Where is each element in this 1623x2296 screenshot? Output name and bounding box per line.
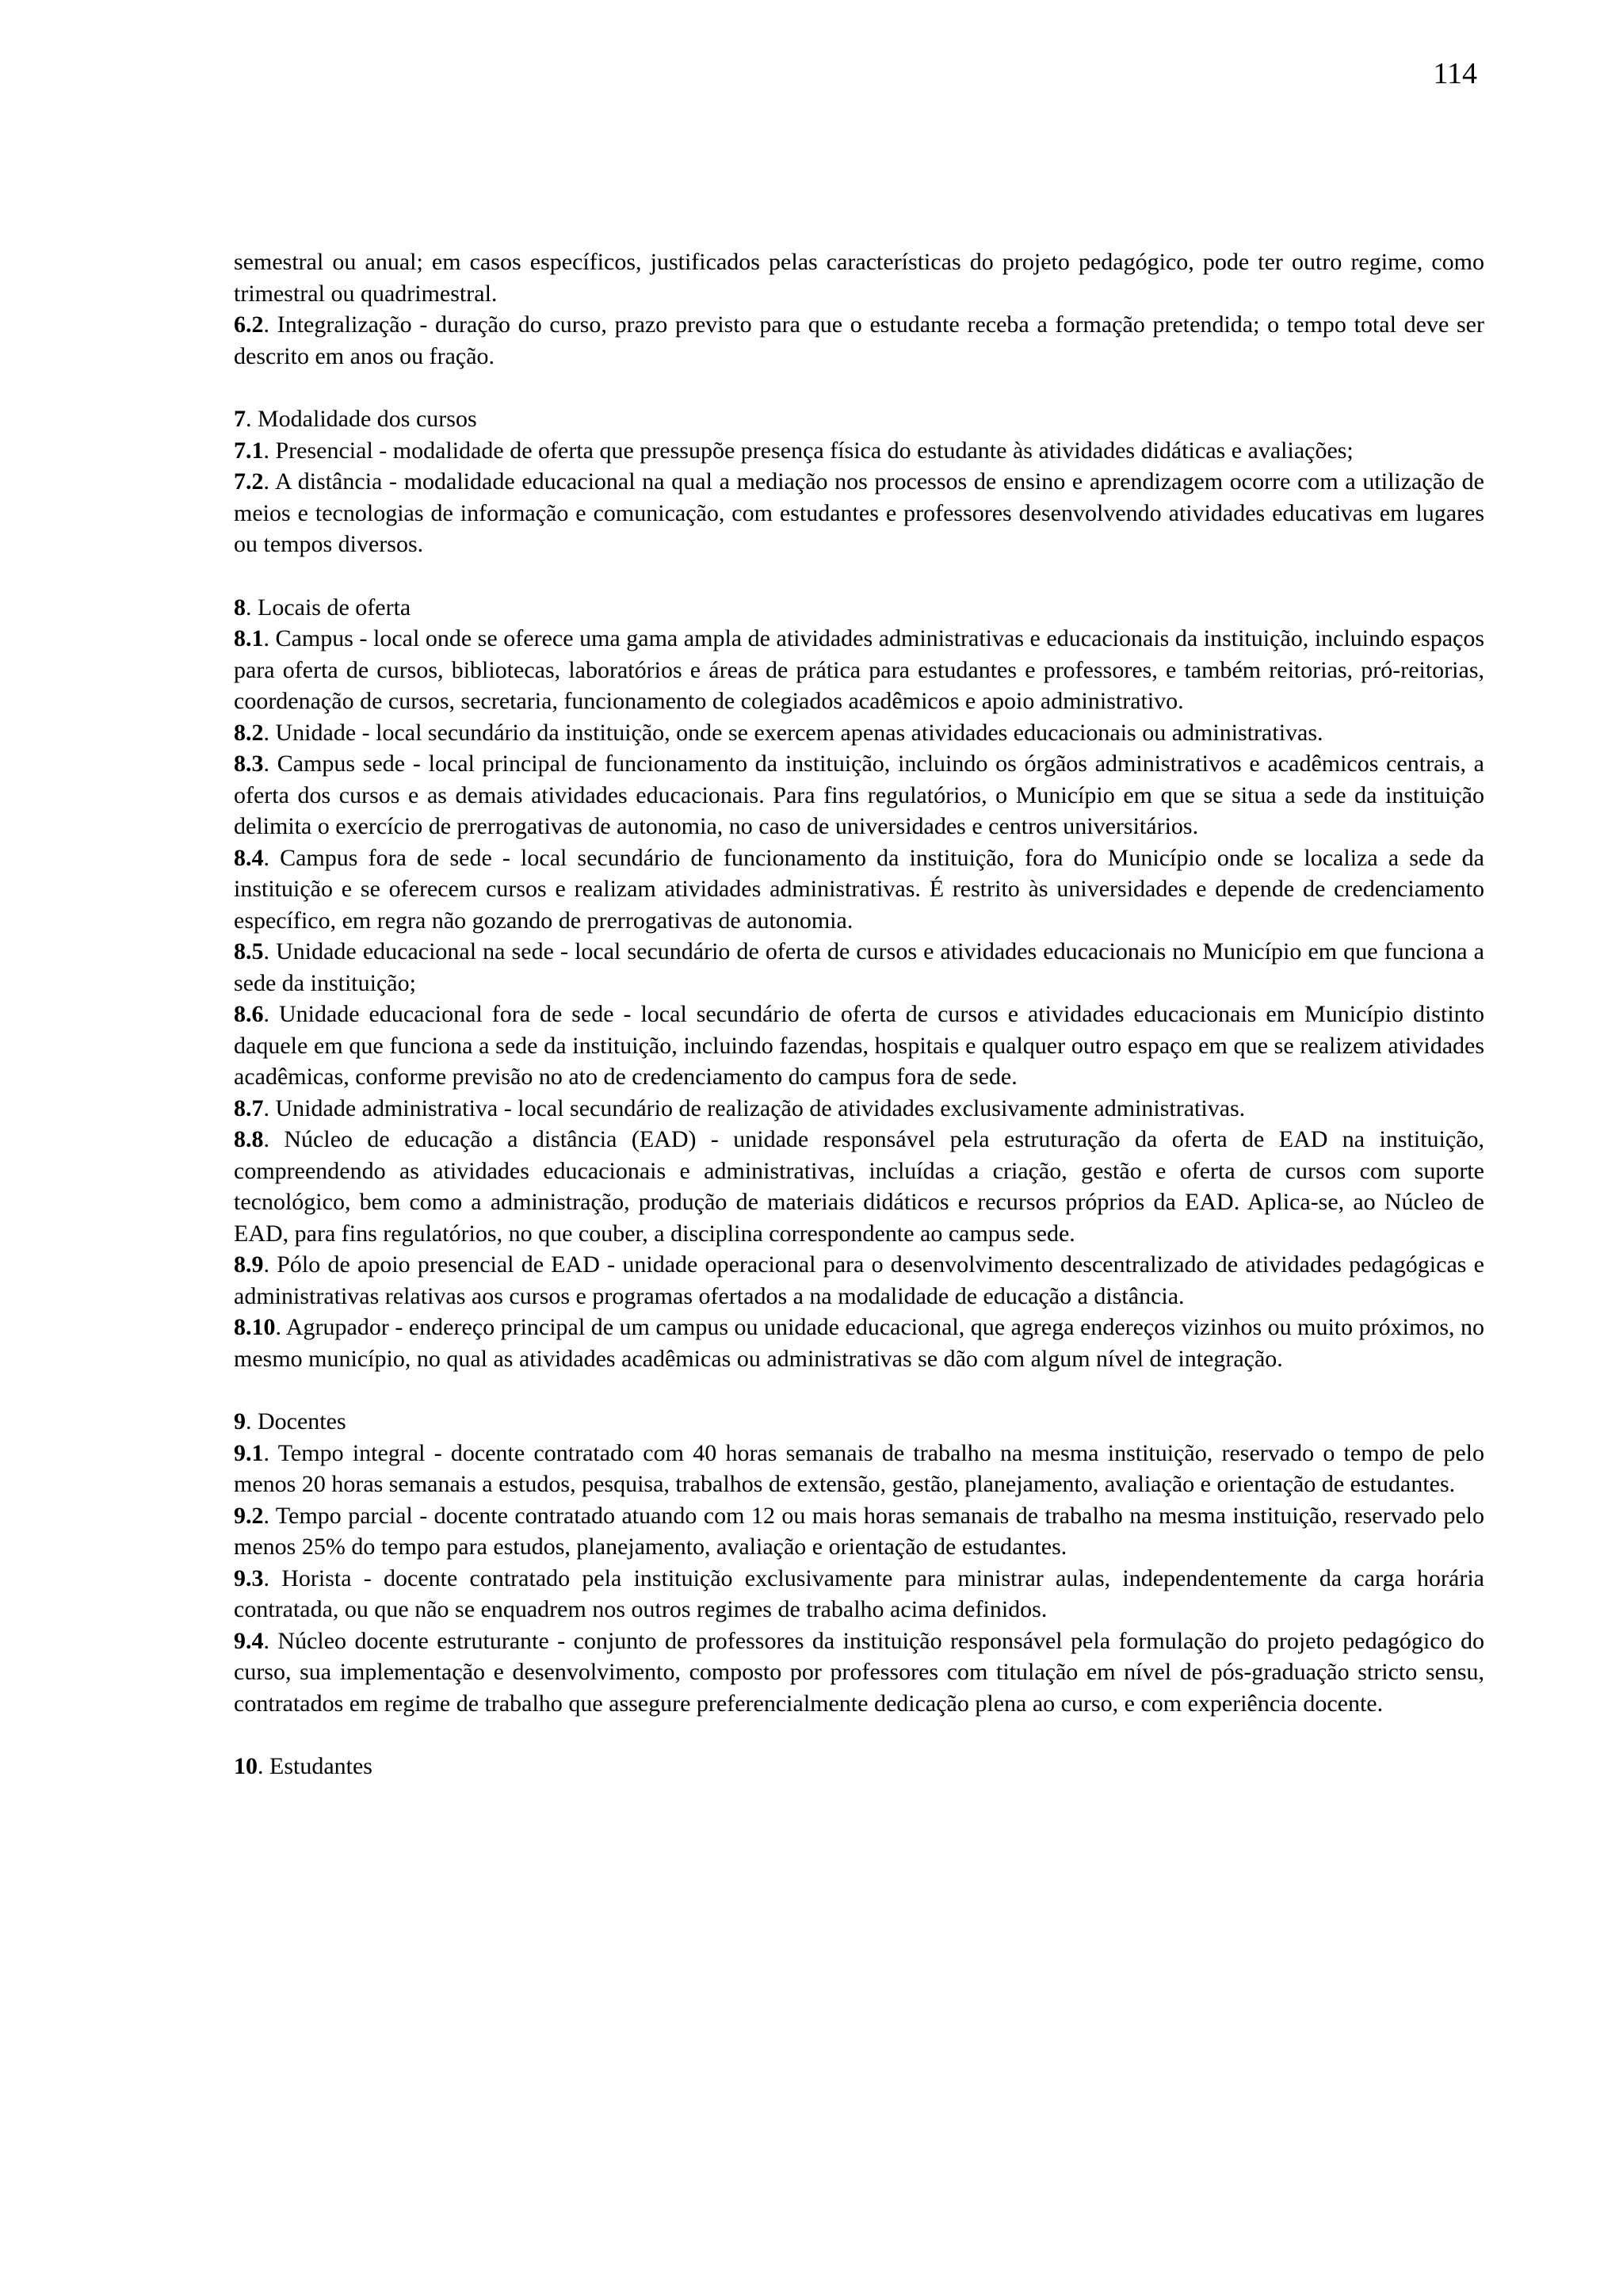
item-text: . Tempo parcial - docente contratado atuando com 12 ou mais horas semanais de trabalho na mesma instituição, reservado pelo menos 25% do tempo para estudos, planejamento, avaliação e orientação de estudantes. — [234, 1502, 1484, 1560]
paragraph — [234, 466, 1484, 560]
item-number: 9 — [234, 1408, 246, 1435]
paragraph — [234, 717, 1484, 749]
item-number: 8.1 — [234, 625, 264, 651]
paragraph — [234, 1500, 1484, 1563]
item-number: 8.7 — [234, 1095, 264, 1121]
item-text: . Estudantes — [258, 1753, 372, 1779]
section-heading — [234, 592, 1484, 624]
paragraph — [234, 842, 1484, 937]
item-number: 7.2 — [234, 468, 264, 495]
item-text: . Unidade administrativa - local secundário de realização de atividades exclusivamente administrativas. — [263, 1095, 1246, 1121]
paragraph — [234, 1563, 1484, 1626]
item-text: semestral ou anual; em casos específicos, justificados pelas características do projeto pedagógico, pode ter outro regime, como trimestral ou quadrimestral. — [234, 249, 1484, 307]
section-heading — [234, 1751, 1484, 1782]
paragraph — [234, 1626, 1484, 1720]
item-number: 10 — [234, 1753, 258, 1779]
item-number: 6.2 — [234, 311, 264, 338]
item-number: 8.9 — [234, 1251, 264, 1278]
item-text: . Locais de oferta — [246, 594, 411, 621]
paragraph — [234, 1093, 1484, 1125]
paragraph-gap — [234, 1374, 1484, 1406]
section-heading — [234, 1406, 1484, 1438]
item-number: 8.3 — [234, 751, 264, 777]
item-number: 9.1 — [234, 1439, 264, 1466]
paragraph — [234, 435, 1484, 467]
paragraph — [234, 246, 1484, 309]
item-text: . Modalidade dos cursos — [246, 406, 477, 432]
item-text: . Presencial - modalidade de oferta que pressupõe presença física do estudante às atividades didáticas e avaliações; — [263, 437, 1354, 464]
paragraph — [234, 309, 1484, 372]
item-text: . Campus sede - local principal de funcionamento da instituição, incluindo os órgãos administrativos e acadêmicos centrais, a oferta dos cursos e as demais atividades educacionais. Para fins regulatórios, o Município em que se situa a sede da instituição delimita o exercício de prerrogativas de autonomia, no caso de universidades e centros universitários. — [234, 751, 1484, 839]
paragraph-gap — [234, 372, 1484, 403]
paragraph — [234, 748, 1484, 842]
item-number: 8.2 — [234, 719, 264, 746]
paragraph — [234, 999, 1484, 1093]
item-text: . Campus fora de sede - local secundário de funcionamento da instituição, fora do Município onde se localiza a sede da instituição e se oferecem cursos e realizam atividades administrativas. É restrito às universidades e depende de credenciamento específico, em regra não gozando de prerrogativas de autonomia. — [234, 844, 1484, 934]
item-number: 7.1 — [234, 437, 264, 464]
section-heading — [234, 403, 1484, 435]
item-text: . Agrupador - endereço principal de um campus ou unidade educacional, que agrega endereços vizinhos ou muito próximos, no mesmo município, no qual as atividades acadêmicas ou administrativas se dão com algum nível de integração. — [234, 1314, 1484, 1372]
paragraph-gap — [234, 1719, 1484, 1751]
item-text: . Horista - docente contratado pela instituição exclusivamente para ministrar aulas, independentemente da carga horária contratada, ou que não se enquadrem nos outros regimes de trabalho acima definidos. — [234, 1564, 1484, 1622]
item-text: . Unidade educacional fora de sede - local secundário de oferta de cursos e atividades educacionais em Município distinto daquele em que funciona a sede da instituição, incluindo fazendas, hospitais e qualquer outro espaço em que se realizem atividades acadêmicas, conforme previsão no ato de credenciamento do campus fora de sede. — [234, 1001, 1484, 1090]
item-text: . Núcleo de educação a distância (EAD) - unidade responsável pela estruturação da oferta de EAD na instituição, compreendendo as atividades educacionais e administrativas, incluídas a criação, gestão e oferta de cursos com suporte tecnológico, bem como a administração, produção de materiais didáticos e recursos próprios da EAD. Aplica-se, ao Núcleo de EAD, para fins regulatórios, no que couber, a disciplina correspondente ao campus sede. — [234, 1126, 1484, 1247]
paragraph-gap — [234, 560, 1484, 592]
item-text: . Integralização - duração do curso, prazo previsto para que o estudante receba a formação pretendida; o tempo total deve ser descrito em anos ou fração. — [234, 311, 1484, 369]
paragraph — [234, 1249, 1484, 1312]
paragraph — [234, 1312, 1484, 1374]
item-number: 8.8 — [234, 1126, 264, 1152]
item-number: 8.4 — [234, 844, 264, 871]
item-text: . Núcleo docente estruturante - conjunto de professores da instituição responsável pela formulação do projeto pedagógico do curso, sua implementação e desenvolvimento, composto por professores com titulação em nível de pós-graduação stricto sensu, contratados em regime de trabalho que assegure preferencialmente dedicação plena ao curso, e com experiência docente. — [234, 1627, 1484, 1717]
item-number: 8.10 — [234, 1314, 276, 1340]
item-text: . Campus - local onde se oferece uma gama ampla de atividades administrativas e educacionais da instituição, incluindo espaços para oferta de cursos, bibliotecas, laboratórios e áreas de prática para estudantes e professores, e também reitorias, pró-reitorias, coordenação de cursos, secretaria, funcionamento de colegiados acadêmicos e apoio administrativo. — [234, 625, 1484, 714]
item-text: . A distância - modalidade educacional na qual a mediação nos processos de ensino e aprendizagem ocorre com a utilização de meios e tecnologias de informação e comunicação, com estudantes e professores desenvolvendo atividades educativas em lugares ou tempos diversos. — [234, 468, 1484, 557]
item-text: . Tempo integral - docente contratado com 40 horas semanais de trabalho na mesma instituição, reservado o tempo de pelo menos 20 horas semanais a estudos, pesquisa, trabalhos de extensão, gestão, planejamento, avaliação e orientação de estudantes. — [234, 1439, 1484, 1497]
document-body — [234, 246, 1484, 1782]
item-text: . Unidade educacional na sede - local secundário de oferta de cursos e atividades educacionais no Município em que funciona a sede da instituição; — [234, 938, 1484, 996]
item-text: . Pólo de apoio presencial de EAD - unidade operacional para o desenvolvimento descentralizado de atividades pedagógicas e administrativas relativas aos cursos e programas ofertados a na modalidade de educação a distância. — [234, 1251, 1484, 1309]
paragraph — [234, 1438, 1484, 1500]
item-text: . Docentes — [246, 1408, 346, 1435]
item-number: 7 — [234, 406, 246, 432]
paragraph — [234, 936, 1484, 999]
item-number: 8.5 — [234, 938, 264, 965]
item-number: 9.2 — [234, 1502, 264, 1529]
paragraph — [234, 1124, 1484, 1249]
item-text: . Unidade - local secundário da instituição, onde se exercem apenas atividades educacionais ou administrativas. — [263, 719, 1323, 746]
page-number: 114 — [1433, 57, 1477, 90]
paragraph — [234, 623, 1484, 717]
item-number: 8.6 — [234, 1001, 264, 1027]
item-number: 9.3 — [234, 1564, 264, 1591]
item-number: 9.4 — [234, 1627, 264, 1654]
item-number: 8 — [234, 594, 246, 621]
